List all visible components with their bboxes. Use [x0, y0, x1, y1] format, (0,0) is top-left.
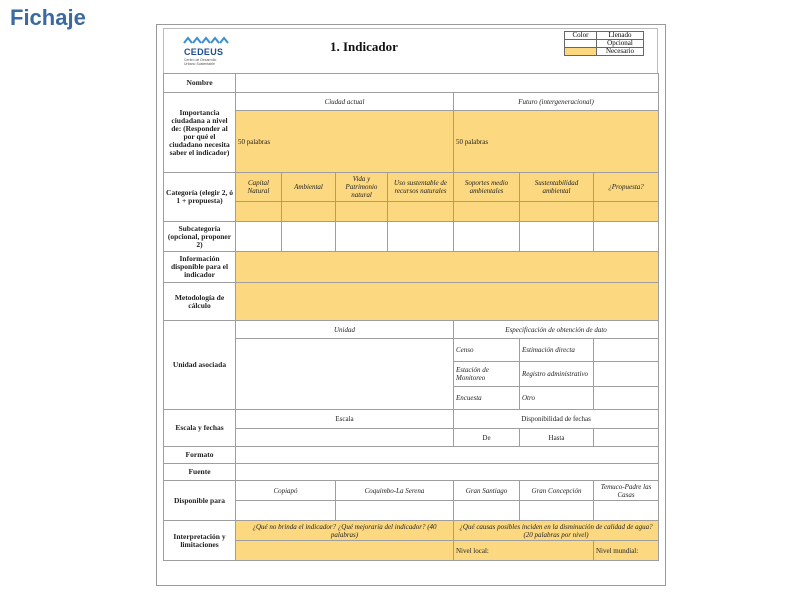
interpretacion-q2: ¿Qué causas posibles inciden en la disminución de calidad de agua? (20 palabras por nivel) [454, 521, 659, 541]
logo-name: CEDEUS [184, 47, 224, 57]
formato-field[interactable] [236, 447, 659, 464]
categoria-check[interactable] [454, 202, 520, 222]
disponible-check[interactable] [236, 501, 336, 521]
subcategoria-field[interactable] [236, 222, 282, 252]
ciudad-actual-header: Ciudad actual [236, 93, 454, 111]
opcion-encuesta: Encuesta [454, 387, 520, 410]
legend-swatch-optional [565, 40, 597, 48]
logo-subtitle: Centro de Desarrollo Urbano Sustentable [184, 58, 217, 66]
legend-header-fill: Llenado [597, 32, 644, 40]
metodologia-field[interactable] [236, 283, 659, 321]
categoria-uso-sustentable: Uso sustentable de recursos naturales [388, 173, 454, 202]
slide-title: Fichaje [10, 5, 86, 30]
interpretacion-q1: ¿Qué no brinda el indicador? ¿Qué mejoraría del indicador? (40 palabras) [236, 521, 454, 541]
fuente-field[interactable] [236, 464, 659, 481]
label-subcategoria: Subcategoría (opcional, proponer 2) [164, 222, 236, 252]
futuro-field[interactable]: 50 palabras [454, 111, 659, 173]
disponible-check[interactable] [520, 501, 594, 521]
cedeus-logo [182, 33, 242, 67]
categoria-vida-patrimonio: Vida y Patrimonio natural [336, 173, 388, 202]
label-escala: Escala y fechas [164, 410, 236, 447]
futuro-header: Futuro (intergeneracional) [454, 93, 659, 111]
opcion-estimacion-directa: Estimación directa [520, 339, 594, 362]
escala-field[interactable] [236, 429, 454, 447]
indicator-form [163, 28, 658, 561]
label-importancia: Importancia ciudadana a nivel de: (Responder al por qué el ciudadano necesita saber el indicador) [164, 93, 236, 173]
especificacion-header: Especificación de obtención de dato [454, 321, 659, 339]
disponible-check[interactable] [336, 501, 454, 521]
opcion-mark[interactable] [594, 362, 659, 387]
subcategoria-field[interactable] [594, 222, 659, 252]
fechas-header: Disponibilidad de fechas [454, 410, 659, 429]
categoria-check[interactable] [282, 202, 336, 222]
opcion-mark[interactable] [594, 339, 659, 362]
interpretacion-q1-field[interactable] [236, 541, 454, 561]
categoria-soportes: Soportes medio ambientales [454, 173, 520, 202]
fecha-hasta-field[interactable] [594, 429, 659, 447]
legend-label-optional: Opcional [597, 40, 644, 48]
categoria-check[interactable] [388, 202, 454, 222]
form-header [163, 28, 658, 73]
opcion-registro-administrativo: Registro administrativo [520, 362, 594, 387]
categoria-check[interactable] [520, 202, 594, 222]
label-informacion: Información disponible para el indicador [164, 252, 236, 283]
opcion-estacion-monitoreo: Estación de Monitoreo [454, 362, 520, 387]
subcategoria-field[interactable] [388, 222, 454, 252]
label-categoria: Categoría (elegir 2, ó 1 + propuesta) [164, 173, 236, 222]
opcion-mark[interactable] [594, 387, 659, 410]
indicator-table [163, 73, 659, 561]
disponible-check[interactable] [454, 501, 520, 521]
categoria-sustentabilidad: Sustentabilidad ambiental [520, 173, 594, 202]
opcion-censo: Censo [454, 339, 520, 362]
subcategoria-field[interactable] [336, 222, 388, 252]
label-interpretacion: Interpretación y limitaciones [164, 521, 236, 561]
nivel-local-field[interactable]: Nivel local: [454, 541, 594, 561]
legend-swatch-required [565, 48, 597, 56]
label-disponible: Disponible para [164, 481, 236, 521]
fecha-de-label: De [454, 429, 520, 447]
disponible-check[interactable] [594, 501, 659, 521]
categoria-check[interactable] [594, 202, 659, 222]
subcategoria-field[interactable] [520, 222, 594, 252]
categoria-check[interactable] [336, 202, 388, 222]
ciudad-copiapo: Copiapó [236, 481, 336, 501]
categoria-check[interactable] [236, 202, 282, 222]
ciudad-coquimbo: Coquimbo-La Serena [336, 481, 454, 501]
label-formato: Formato [164, 447, 236, 464]
logo-chevrons-icon [182, 33, 242, 47]
categoria-propuesta: ¿Propuesta? [594, 173, 659, 202]
subcategoria-field[interactable] [282, 222, 336, 252]
label-metodologia: Metodología de cálculo [164, 283, 236, 321]
label-fuente: Fuente [164, 464, 236, 481]
fecha-hasta-label: Hasta [520, 429, 594, 447]
subcategoria-field[interactable] [454, 222, 520, 252]
ciudad-santiago: Gran Santiago [454, 481, 520, 501]
legend-label-required: Necesario [597, 48, 644, 56]
categoria-capital-natural: Capital Natural [236, 173, 282, 202]
informacion-field[interactable] [236, 252, 659, 283]
opcion-otro: Otro [520, 387, 594, 410]
ciudad-concepcion: Gran Concepción [520, 481, 594, 501]
categoria-ambiental: Ambiental [282, 173, 336, 202]
escala-header: Escala [236, 410, 454, 429]
unidad-field[interactable] [236, 339, 454, 410]
nivel-mundial-field[interactable]: Nivel mundial: [594, 541, 659, 561]
document-title: 1. Indicador [330, 39, 398, 54]
ciudad-actual-field[interactable]: 50 palabras [236, 111, 454, 173]
legend-header-color: Color [565, 32, 597, 40]
nombre-field[interactable] [236, 74, 659, 93]
ciudad-temuco: Temuco-Padre las Casas [594, 481, 659, 501]
unidad-header: Unidad [236, 321, 454, 339]
color-legend [564, 31, 644, 56]
label-unidad: Unidad asociada [164, 321, 236, 410]
label-nombre: Nombre [164, 74, 236, 93]
